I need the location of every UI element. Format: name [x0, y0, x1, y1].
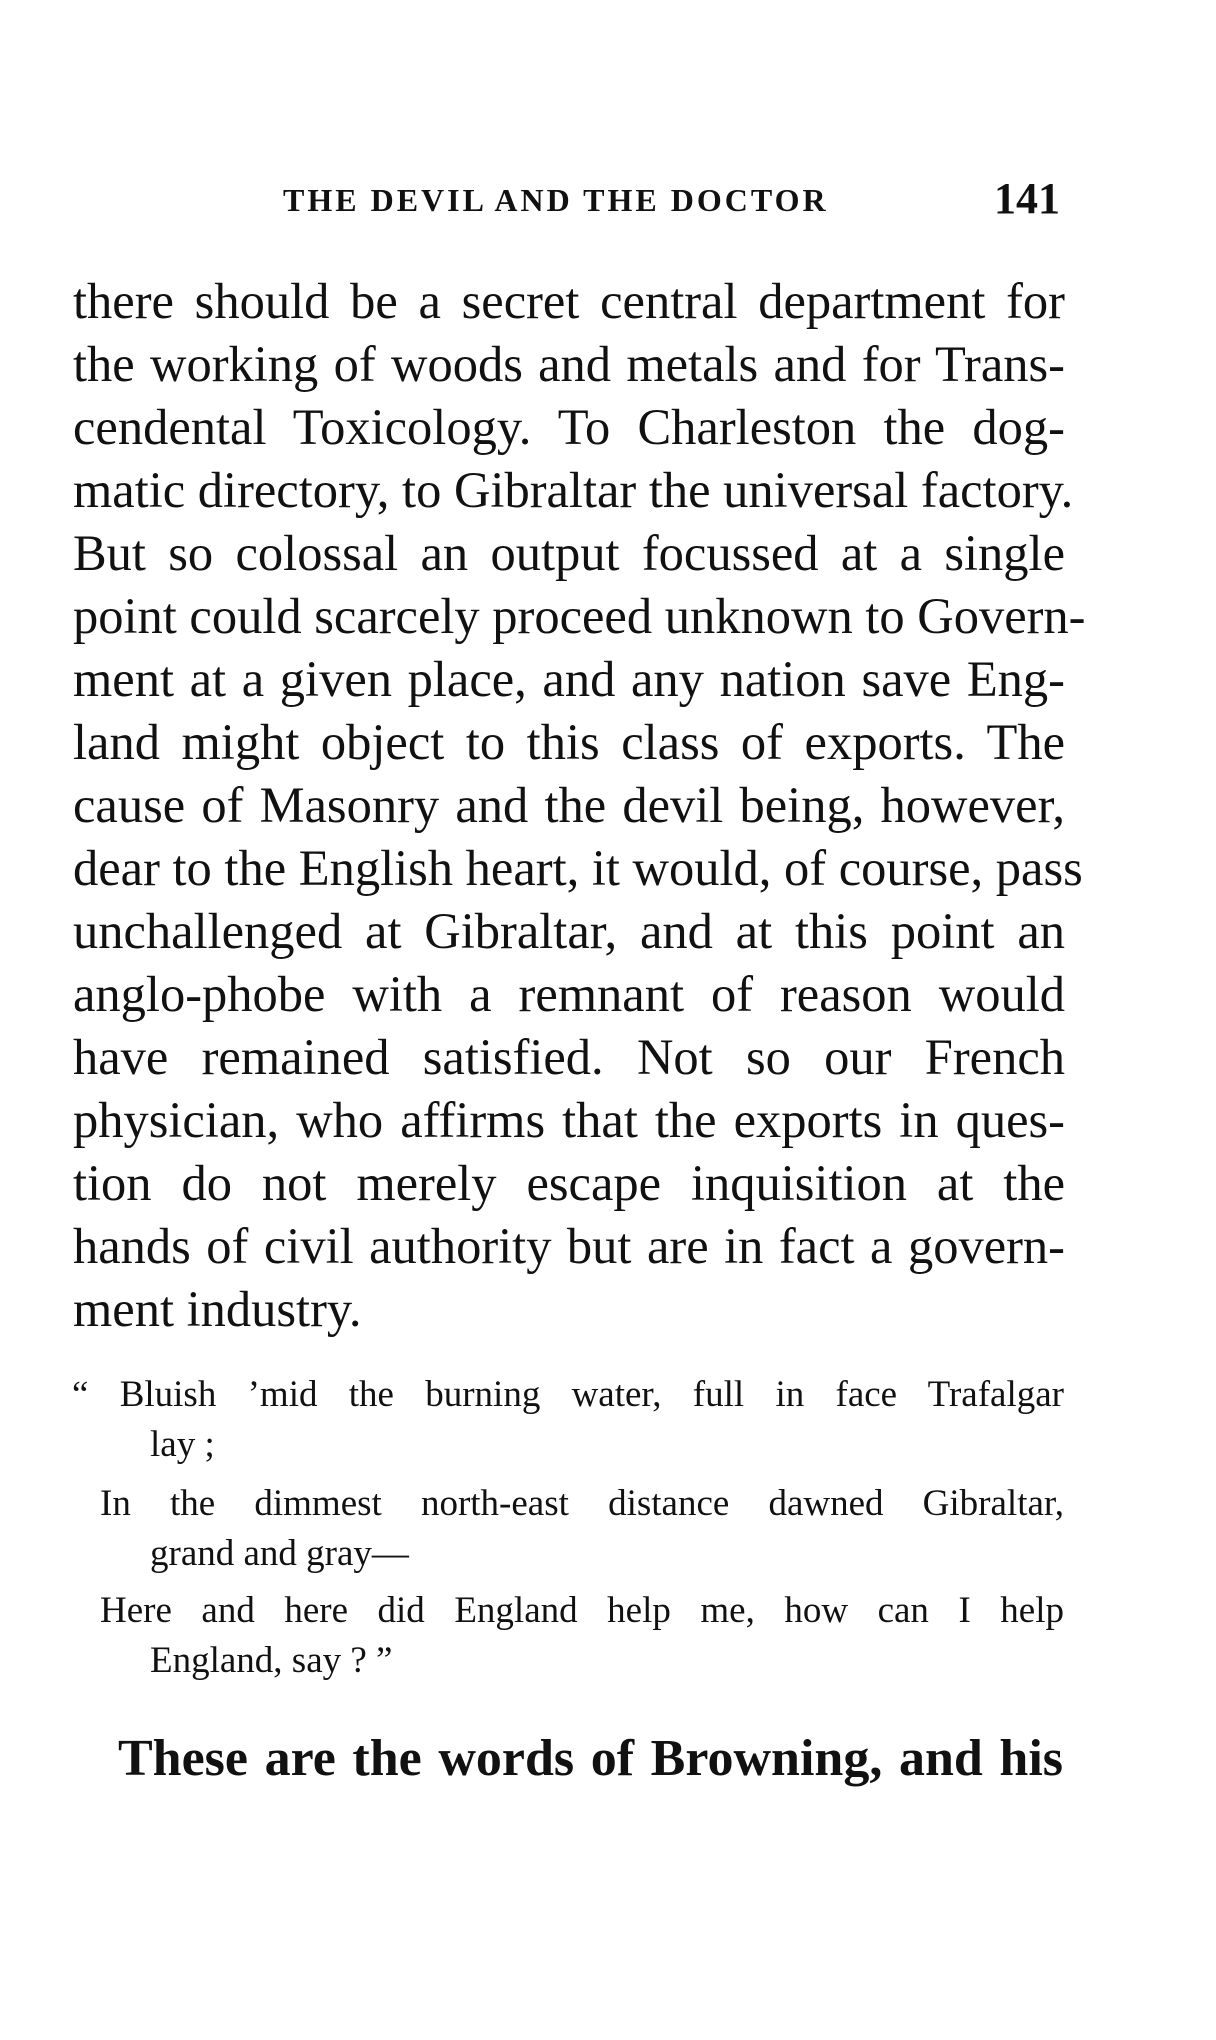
- body-line: ment at a given place, and any nation save Eng-: [73, 651, 1065, 707]
- body-line: tion do not merely escape inquisition at the: [73, 1155, 1065, 1211]
- verse-line: England, say ? ”: [150, 1640, 393, 1681]
- body-line: the working of woods and metals and for Trans-: [73, 336, 1065, 392]
- body-line: anglo-phobe with a remnant of reason would: [73, 966, 1065, 1022]
- verse-line: In the dimmest north-east distance dawned Gibraltar,: [100, 1483, 1064, 1524]
- body-line: cendental Toxicology. To Charleston the dog-: [73, 399, 1065, 455]
- body-line: physician, who affirms that the exports in ques-: [73, 1092, 1065, 1148]
- body-line: ment industry.: [73, 1281, 362, 1337]
- closing-line: These are the words of Browning, and his: [118, 1730, 1063, 1787]
- body-line: dear to the English heart, it would, of course, pass: [73, 840, 1083, 896]
- verse-line: Here and here did England help me, how can I help: [100, 1590, 1064, 1631]
- body-line: land might object to this class of exports. The: [73, 714, 1065, 770]
- running-title: THE DEVIL AND THE DOCTOR: [283, 182, 829, 218]
- verse-line: “ Bluish ’mid the burning water, full in face Trafalgar: [72, 1374, 1064, 1415]
- body-line: unchallenged at Gibraltar, and at this point an: [73, 903, 1065, 959]
- body-line: cause of Masonry and the devil being, however,: [73, 777, 1065, 833]
- body-line: But so colossal an output focussed at a single: [73, 525, 1065, 581]
- body-line: there should be a secret central department for: [73, 273, 1065, 329]
- verse-line: lay ;: [150, 1424, 215, 1465]
- page-number: 141: [994, 174, 1060, 223]
- body-line: matic directory, to Gibraltar the universal factory.: [73, 462, 1074, 518]
- body-line: hands of civil authority but are in fact a govern-: [73, 1218, 1065, 1274]
- body-line: point could scarcely proceed unknown to Govern-: [73, 588, 1086, 644]
- verse-line: grand and gray—: [150, 1533, 409, 1574]
- body-line: have remained satisfied. Not so our French: [73, 1029, 1065, 1085]
